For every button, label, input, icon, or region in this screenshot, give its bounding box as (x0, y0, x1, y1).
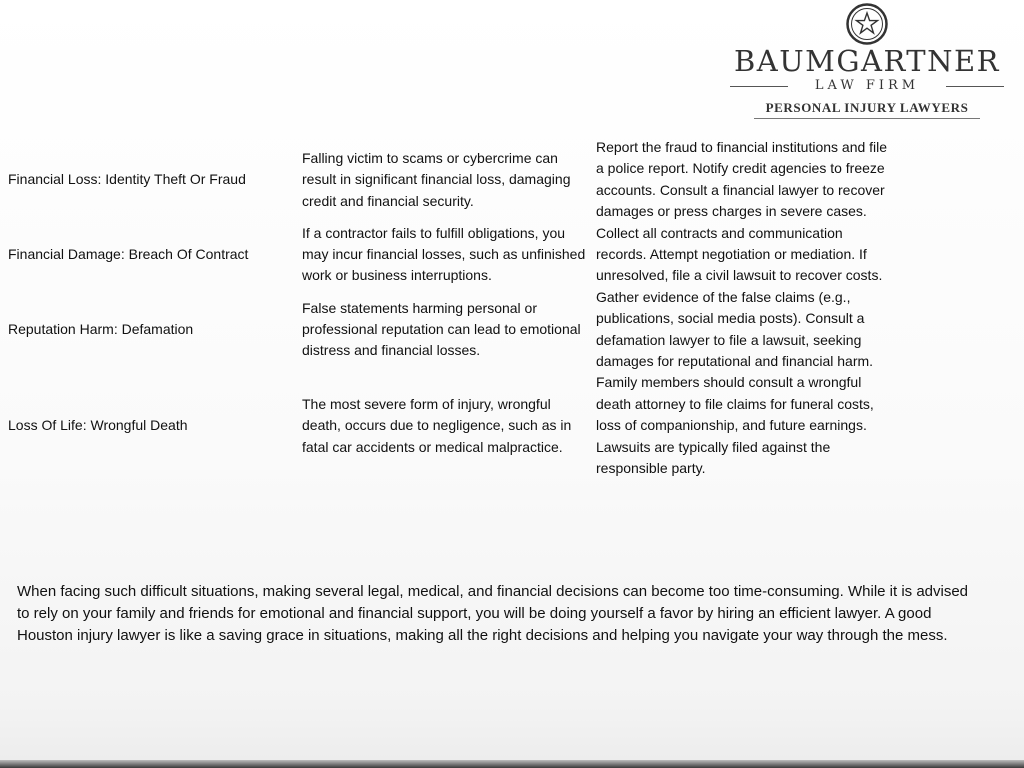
table-row (4, 372, 896, 479)
injury-type-cell: Reputation Harm: Defamation (8, 320, 194, 337)
firm-logo (724, 2, 1010, 120)
table-row (4, 287, 896, 373)
star-emblem-icon (845, 2, 889, 46)
firm-name: BAUMGARTNER (733, 44, 1001, 78)
slide-bottom-bar (0, 760, 1024, 768)
injury-type-cell: Loss Of Life: Wrongful Death (8, 417, 188, 434)
logo-rule-right (946, 86, 1004, 87)
recommended-action-cell: Family members should consult a wrongful death attorney to file claims for funeral costs, loss of companionship, and future earnings. Lawsuits are typically filed against the responsible party. (596, 374, 874, 477)
tagline-underline (754, 118, 980, 119)
recommended-action-cell: Gather evidence of the false claims (e.g., publications, social media posts). Consult a defamation lawyer to file a lawsuit, seeking damages for reputational and financial harm. (596, 288, 874, 370)
recommended-action-cell: Collect all contracts and communication records. Attempt negotiation or mediation. If unresolved, file a civil lawsuit to recover costs. (596, 224, 883, 284)
injury-description-cell: Falling victim to scams or cybercrime can result in significant financial loss, damaging credit and financial security. (302, 149, 571, 209)
injury-description-cell: If a contractor fails to fulfill obligations, you may incur financial losses, such as unfinished work or business interruptions. (302, 224, 586, 284)
recommended-action-cell: Report the fraud to financial institutions and file a police report. Notify credit agencies to freeze accounts. Consult a financial lawyer to recover damages or press charges in severe cases. (596, 139, 888, 220)
table-row (4, 137, 896, 223)
injury-description-cell: The most severe form of injury, wrongful death, occurs due to negligence, such as in fatal car accidents or medical malpractice. (302, 395, 572, 455)
injury-description-cell: False statements harming personal or professional reputation can lead to emotional distress and financial losses. (302, 299, 581, 359)
table-row (4, 223, 896, 287)
injury-table (4, 137, 896, 480)
firm-subtitle: LAW FIRM (814, 78, 920, 93)
injury-type-cell: Financial Loss: Identity Theft Or Fraud (8, 171, 246, 188)
injury-type-cell: Financial Damage: Breach Of Contract (8, 246, 249, 263)
firm-tagline: PERSONAL INJURY LAWYERS (765, 100, 969, 115)
closing-paragraph: When facing such difficult situations, making several legal, medical, and financial decisions can become too time-consuming. While it is advised to rely on your family and friends for emotional and financial support, you will be doing yourself a favor by hiring an efficient lawyer. A good Houston injury lawyer is like a saving grace in situations, making all the right decisions and helping you navigate your way through the mess. (17, 583, 969, 644)
